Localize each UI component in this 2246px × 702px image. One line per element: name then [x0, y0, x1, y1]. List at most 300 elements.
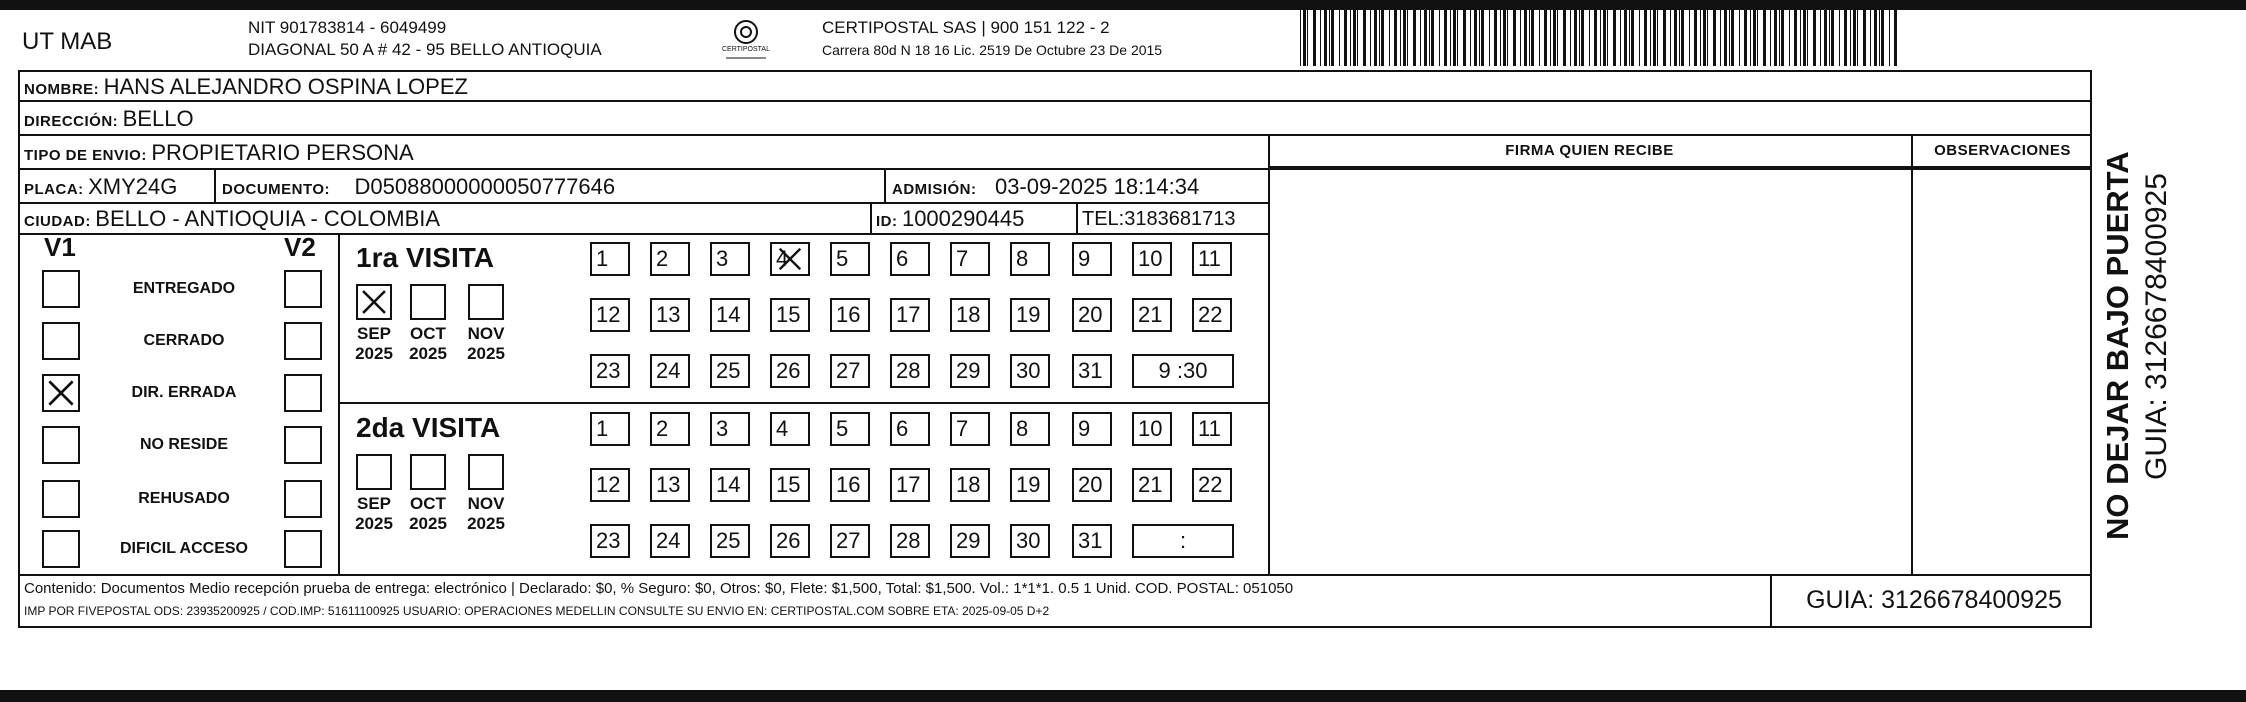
- day-box[interactable]: [1072, 354, 1112, 388]
- barcode-bar: [1831, 10, 1834, 66]
- day-box[interactable]: [890, 468, 930, 502]
- barcode-bar: [1724, 10, 1727, 66]
- day-number: 24: [656, 528, 681, 553]
- v2-label: V2: [284, 232, 316, 262]
- barcode-bar: [1339, 10, 1340, 66]
- day-box[interactable]: [890, 242, 930, 276]
- barcode-bar: [1570, 10, 1571, 66]
- day-box[interactable]: [1192, 412, 1232, 446]
- footer-line1: Contenido: Documentos Medio recepción prueba de entrega: electrónico | Declarado: $0, % Seguro: $0, Otros: $0, Flete: $1,500, Total: $1,500. Vol.: 1*1*1. 0.5 1 Unid. COD. POSTAL: 051050: [24, 580, 1294, 597]
- day-number: 7: [956, 246, 969, 271]
- barcode: [1300, 10, 1900, 66]
- barcode-bar: [1324, 10, 1327, 66]
- barcode-bar: [1631, 10, 1634, 66]
- barcode-bar: [1670, 10, 1671, 66]
- v2-checkbox[interactable]: [284, 374, 322, 412]
- day-box[interactable]: [1132, 298, 1172, 332]
- barcode-bar: [1450, 10, 1451, 66]
- v2-checkbox[interactable]: [284, 480, 322, 518]
- v1-checkbox[interactable]: [42, 530, 80, 568]
- day-box[interactable]: [830, 298, 870, 332]
- day-number: 26: [776, 358, 801, 383]
- day-box[interactable]: [1010, 354, 1050, 388]
- day-box[interactable]: [950, 412, 990, 446]
- month-year: 2025: [409, 344, 447, 363]
- barcode-bar: [1779, 10, 1780, 66]
- month-checkbox[interactable]: [356, 284, 392, 320]
- documento-row: [222, 174, 615, 200]
- barcode-bar: [1424, 10, 1427, 66]
- tipo-row: [24, 140, 414, 166]
- tel-row: [1082, 208, 1235, 231]
- barcode-bar: [1429, 10, 1430, 66]
- firma-area[interactable]: [1272, 170, 1908, 572]
- day-box[interactable]: [770, 298, 810, 332]
- day-number: 5: [836, 246, 849, 271]
- barcode-bar: [1313, 10, 1316, 66]
- month-year: 2025: [409, 514, 447, 533]
- day-box[interactable]: [890, 354, 930, 388]
- day-box[interactable]: [1072, 242, 1112, 276]
- day-box[interactable]: [1132, 468, 1172, 502]
- barcode-bar: [1557, 10, 1558, 66]
- month-checkbox[interactable]: [468, 284, 504, 320]
- month-year: 2025: [467, 344, 505, 363]
- day-box[interactable]: [1010, 242, 1050, 276]
- month-year: 2025: [355, 514, 393, 533]
- barcode-bar: [1513, 10, 1516, 66]
- month-name: NOV: [467, 324, 505, 343]
- footer-guia: GUIA: 3126678400925: [1806, 586, 2062, 614]
- day-number: 28: [896, 358, 921, 383]
- barcode-bar: [1307, 10, 1308, 66]
- day-box[interactable]: [830, 524, 870, 558]
- month-year: 2025: [355, 344, 393, 363]
- id-value: 1000290445: [901, 206, 1025, 231]
- day-number: 22: [1198, 302, 1223, 327]
- day-number: 15: [776, 302, 801, 327]
- barcode-bar: [1320, 10, 1321, 66]
- barcode-bar: [1607, 10, 1608, 66]
- observaciones-label: OBSERVACIONES: [1934, 142, 2071, 159]
- month-name: OCT: [410, 324, 446, 343]
- month-year: 2025: [467, 514, 505, 533]
- day-number: 21: [1138, 302, 1163, 327]
- barcode-bar: [1624, 10, 1627, 66]
- day-box[interactable]: [590, 468, 630, 502]
- day-number: 7: [956, 416, 969, 441]
- day-box[interactable]: [1132, 412, 1172, 446]
- day-box[interactable]: [590, 412, 630, 446]
- day-number: 9: [1078, 246, 1091, 271]
- barcode-bar: [1700, 10, 1701, 66]
- barcode-bar: [1374, 10, 1377, 66]
- day-box[interactable]: [1010, 298, 1050, 332]
- day-number: 25: [716, 358, 741, 383]
- side-warning: NO DEJAR BAJO PUERTA: [2100, 151, 2135, 540]
- v1-checkbox[interactable]: [42, 270, 80, 308]
- day-box[interactable]: [1192, 298, 1232, 332]
- status-label: NO RESIDE: [139, 436, 228, 453]
- barcode-bar: [1753, 10, 1756, 66]
- time-box[interactable]: :: [1132, 524, 1234, 558]
- barcode-bar: [1613, 10, 1616, 66]
- day-number: 22: [1198, 472, 1223, 497]
- month-label: [398, 324, 458, 364]
- barcode-bar: [1857, 10, 1858, 66]
- month-label: [344, 494, 404, 534]
- day-number: 12: [596, 302, 621, 327]
- barcode-bar: [1457, 10, 1458, 66]
- tipo-value: PROPIETARIO PERSONA: [151, 140, 414, 165]
- day-number: 29: [956, 528, 981, 553]
- day-number: 17: [896, 472, 921, 497]
- day-box[interactable]: [1010, 524, 1050, 558]
- barcode-bar: [1581, 10, 1584, 66]
- barcode-bar: [1794, 10, 1797, 66]
- day-box[interactable]: [650, 524, 690, 558]
- day-box[interactable]: [890, 412, 930, 446]
- status-label: CERRADO: [143, 332, 225, 349]
- day-box[interactable]: [950, 524, 990, 558]
- day-number: 14: [716, 302, 741, 327]
- barcode-bar: [1550, 10, 1551, 66]
- day-box[interactable]: [710, 242, 750, 276]
- barcode-bar: [1774, 10, 1777, 66]
- day-box[interactable]: [650, 242, 690, 276]
- v1-checkbox[interactable]: [42, 322, 80, 360]
- day-box[interactable]: [950, 242, 990, 276]
- barcode-bar: [1357, 10, 1358, 66]
- barcode-bar: [1757, 10, 1758, 66]
- day-number: 16: [836, 472, 861, 497]
- day-box[interactable]: [650, 354, 690, 388]
- barcode-bar: [1881, 10, 1884, 66]
- v2-checkbox[interactable]: [284, 530, 322, 568]
- day-box[interactable]: [1072, 524, 1112, 558]
- bottom-border: [0, 690, 2246, 702]
- day-box[interactable]: [710, 298, 750, 332]
- barcode-bar: [1589, 10, 1590, 66]
- barcode-bar: [1689, 10, 1690, 66]
- barcode-bar: [1539, 10, 1540, 66]
- day-number: 5: [836, 416, 849, 441]
- day-number: 21: [1138, 472, 1163, 497]
- barcode-bar: [1750, 10, 1751, 66]
- barcode-bar: [1639, 10, 1640, 66]
- logo-text: CERTIPOSTAL: [722, 46, 770, 53]
- day-number: 10: [1138, 246, 1163, 271]
- v1-label: V1: [44, 232, 76, 262]
- barcode-bar: [1344, 10, 1347, 66]
- ciudad-value: BELLO - ANTIOQUIA - COLOMBIA: [95, 206, 441, 231]
- v2-checkbox[interactable]: [284, 322, 322, 360]
- barcode-bar: [1674, 10, 1677, 66]
- barcode-bar: [1824, 10, 1827, 66]
- day-box[interactable]: [590, 298, 630, 332]
- barcode-bar: [1839, 10, 1840, 66]
- day-box[interactable]: [1072, 298, 1112, 332]
- status-label: REHUSADO: [138, 490, 230, 507]
- barcode-bar: [1770, 10, 1771, 66]
- barcode-bar: [1629, 10, 1630, 66]
- barcode-bar: [1453, 10, 1456, 66]
- day-number: 1: [596, 246, 609, 271]
- barcode-bar: [1853, 10, 1856, 66]
- day-box[interactable]: [1010, 468, 1050, 502]
- documento-label: DOCUMENTO:: [222, 181, 331, 198]
- footer-line2: IMP POR FIVEPOSTAL ODS: 23935200925 / COD.IMP: 51611100925 USUARIO: OPERACIONES MEDELLIN CONSULTE SU ENVIO EN: CERTIPOSTAL.COM SOBRE ETA: 2025-09-05 D+2: [24, 604, 1050, 618]
- day-box[interactable]: [1192, 468, 1232, 502]
- day-box[interactable]: [890, 298, 930, 332]
- barcode-bar: [1494, 10, 1497, 66]
- day-number: 15: [776, 472, 801, 497]
- barcode-bar: [1863, 10, 1866, 66]
- barcode-bar: [1381, 10, 1384, 66]
- day-number: 9: [1078, 416, 1091, 441]
- day-number: 4: [776, 246, 789, 271]
- visit1-title: 1ra VISITA: [356, 242, 494, 273]
- day-number: 28: [896, 528, 921, 553]
- month-label: [456, 494, 516, 534]
- placa-value: XMY24G: [88, 174, 178, 199]
- day-box[interactable]: [770, 354, 810, 388]
- barcode-bar: [1507, 10, 1508, 66]
- day-box[interactable]: [1072, 468, 1112, 502]
- barcode-bar: [1707, 10, 1708, 66]
- nombre-value: HANS ALEJANDRO OSPINA LOPEZ: [103, 74, 468, 99]
- barcode-bar: [1657, 10, 1658, 66]
- barcode-bar: [1544, 10, 1547, 66]
- day-box[interactable]: [770, 242, 810, 276]
- carrier-logo-icon: [716, 18, 776, 64]
- barcode-bar: [1439, 10, 1440, 66]
- barcode-bar: [1894, 10, 1897, 66]
- barcode-bar: [1303, 10, 1306, 66]
- check-mark-icon: [358, 286, 390, 318]
- admision-row: [892, 174, 1199, 200]
- day-number: 23: [596, 358, 621, 383]
- day-box[interactable]: [710, 524, 750, 558]
- day-number: 26: [776, 528, 801, 553]
- day-box[interactable]: [830, 354, 870, 388]
- barcode-bar: [1531, 10, 1534, 66]
- barcode-bar: [1850, 10, 1851, 66]
- day-box[interactable]: [650, 298, 690, 332]
- day-number: 3: [716, 416, 729, 441]
- barcode-bar: [1524, 10, 1527, 66]
- barcode-bar: [1394, 10, 1397, 66]
- day-number: 27: [836, 358, 861, 383]
- day-number: 1: [596, 416, 609, 441]
- day-number: 16: [836, 302, 861, 327]
- barcode-bar: [1474, 10, 1477, 66]
- barcode-bar: [1350, 10, 1351, 66]
- day-box[interactable]: [770, 524, 810, 558]
- day-number: 30: [1016, 358, 1041, 383]
- tel-value: 3183681713: [1124, 208, 1236, 230]
- placa-label: PLACA:: [24, 181, 84, 198]
- barcode-bar: [1620, 10, 1621, 66]
- barcode-bar: [1353, 10, 1356, 66]
- day-box[interactable]: [1192, 242, 1232, 276]
- day-box[interactable]: [770, 468, 810, 502]
- barcode-bar: [1579, 10, 1580, 66]
- day-number: 10: [1138, 416, 1163, 441]
- status-label: ENTREGADO: [132, 280, 236, 297]
- barcode-bar: [1807, 10, 1808, 66]
- day-number: 19: [1016, 302, 1041, 327]
- time-box[interactable]: 9 :30: [1132, 354, 1234, 388]
- barcode-bar: [1720, 10, 1721, 66]
- day-number: 25: [716, 528, 741, 553]
- day-number: 31: [1078, 528, 1103, 553]
- day-number: 6: [896, 416, 909, 441]
- barcode-bar: [1363, 10, 1366, 66]
- day-number: 6: [896, 246, 909, 271]
- v2-checkbox[interactable]: [284, 426, 322, 464]
- v1-checkbox[interactable]: [42, 374, 80, 412]
- day-box[interactable]: [650, 412, 690, 446]
- day-box[interactable]: [1072, 412, 1112, 446]
- barcode-bar: [1300, 10, 1301, 66]
- day-number: 18: [956, 472, 981, 497]
- day-number: 20: [1078, 302, 1103, 327]
- month-checkbox[interactable]: [410, 454, 446, 490]
- day-box[interactable]: [830, 468, 870, 502]
- day-box[interactable]: [890, 524, 930, 558]
- barcode-bar: [1681, 10, 1684, 66]
- tel-label: TEL:: [1082, 208, 1125, 230]
- barcode-bar: [1407, 10, 1408, 66]
- day-box[interactable]: [950, 298, 990, 332]
- direccion-row: [24, 106, 194, 132]
- barcode-bar: [1520, 10, 1521, 66]
- barcode-bar: [1420, 10, 1421, 66]
- barcode-bar: [1553, 10, 1556, 66]
- day-number: 27: [836, 528, 861, 553]
- day-number: 17: [896, 302, 921, 327]
- barcode-bar: [1820, 10, 1821, 66]
- barcode-bar: [1650, 10, 1651, 66]
- month-name: OCT: [410, 494, 446, 513]
- day-number: 24: [656, 358, 681, 383]
- nombre-row: [24, 74, 468, 100]
- barcode-bar: [1481, 10, 1484, 66]
- month-checkbox[interactable]: [356, 454, 392, 490]
- ciudad-label: CIUDAD:: [24, 213, 91, 230]
- day-box[interactable]: [770, 412, 810, 446]
- barcode-bar: [1463, 10, 1466, 66]
- barcode-bar: [1813, 10, 1816, 66]
- day-number: 29: [956, 358, 981, 383]
- day-box[interactable]: [710, 412, 750, 446]
- day-box[interactable]: [590, 524, 630, 558]
- check-mark-icon: [772, 244, 808, 274]
- day-box[interactable]: [1132, 242, 1172, 276]
- barcode-bar: [1663, 10, 1666, 66]
- month-label: [456, 324, 516, 364]
- barcode-bar: [1574, 10, 1577, 66]
- barcode-bar: [1529, 10, 1530, 66]
- barcode-bar: [1874, 10, 1877, 66]
- id-label: ID:: [876, 213, 898, 230]
- month-checkbox[interactable]: [468, 454, 504, 490]
- day-box[interactable]: [710, 354, 750, 388]
- day-box[interactable]: [1010, 412, 1050, 446]
- barcode-bar: [1600, 10, 1601, 66]
- barcode-bar: [1329, 10, 1330, 66]
- v1-checkbox[interactable]: [42, 426, 80, 464]
- documento-value: D05088000000050777646: [354, 174, 616, 199]
- day-number: 30: [1016, 528, 1041, 553]
- day-box[interactable]: [590, 354, 630, 388]
- top-border: [0, 0, 2246, 10]
- day-box[interactable]: [590, 242, 630, 276]
- day-box[interactable]: [950, 354, 990, 388]
- barcode-bar: [1763, 10, 1766, 66]
- day-number: 31: [1078, 358, 1103, 383]
- observaciones-area[interactable]: [1915, 170, 2089, 572]
- day-box[interactable]: [950, 468, 990, 502]
- day-box[interactable]: [710, 468, 750, 502]
- barcode-bar: [1389, 10, 1390, 66]
- barcode-bar: [1413, 10, 1416, 66]
- barcode-bar: [1744, 10, 1747, 66]
- direccion-label: DIRECCIÓN:: [24, 113, 119, 130]
- direccion-value: BELLO: [122, 106, 194, 131]
- v1-checkbox[interactable]: [42, 480, 80, 518]
- barcode-bar: [1489, 10, 1490, 66]
- day-box[interactable]: [830, 242, 870, 276]
- day-box[interactable]: [650, 468, 690, 502]
- day-number: 19: [1016, 472, 1041, 497]
- day-number: 23: [596, 528, 621, 553]
- company-nit: NIT 901783814 - 6049499: [248, 18, 447, 37]
- carrier-license: Carrera 80d N 18 16 Lic. 2519 De Octubre 23 De 2015: [822, 42, 1163, 58]
- day-number: 18: [956, 302, 981, 327]
- month-checkbox[interactable]: [410, 284, 446, 320]
- side-text: [2100, 100, 2200, 540]
- barcode-bar: [1889, 10, 1890, 66]
- day-number: 13: [656, 472, 681, 497]
- status-label: DIFICIL ACCESO: [119, 540, 248, 557]
- visit2-title: 2da VISITA: [356, 412, 501, 443]
- day-number: 8: [1016, 416, 1029, 441]
- month-label: [344, 324, 404, 364]
- barcode-bar: [1500, 10, 1501, 66]
- barcode-bar: [1403, 10, 1406, 66]
- barcode-bar: [1879, 10, 1880, 66]
- barcode-bar: [1431, 10, 1434, 66]
- carrier-logo: [716, 18, 776, 64]
- day-box[interactable]: [830, 412, 870, 446]
- barcode-bar: [1803, 10, 1806, 66]
- barcode-bar: [1503, 10, 1506, 66]
- day-number: 12: [596, 472, 621, 497]
- day-number: 2: [656, 246, 669, 271]
- admision-value: 03-09-2025 18:14:34: [994, 174, 1200, 199]
- barcode-bar: [1379, 10, 1380, 66]
- barcode-bar: [1731, 10, 1734, 66]
- company-address: DIAGONAL 50 A # 42 - 95 BELLO ANTIOQUIA: [248, 40, 602, 59]
- day-number: 13: [656, 302, 681, 327]
- nombre-label: NOMBRE:: [24, 81, 100, 98]
- barcode-bar: [1694, 10, 1697, 66]
- barcode-bar: [1563, 10, 1566, 66]
- barcode-bar: [1644, 10, 1647, 66]
- v2-checkbox[interactable]: [284, 270, 322, 308]
